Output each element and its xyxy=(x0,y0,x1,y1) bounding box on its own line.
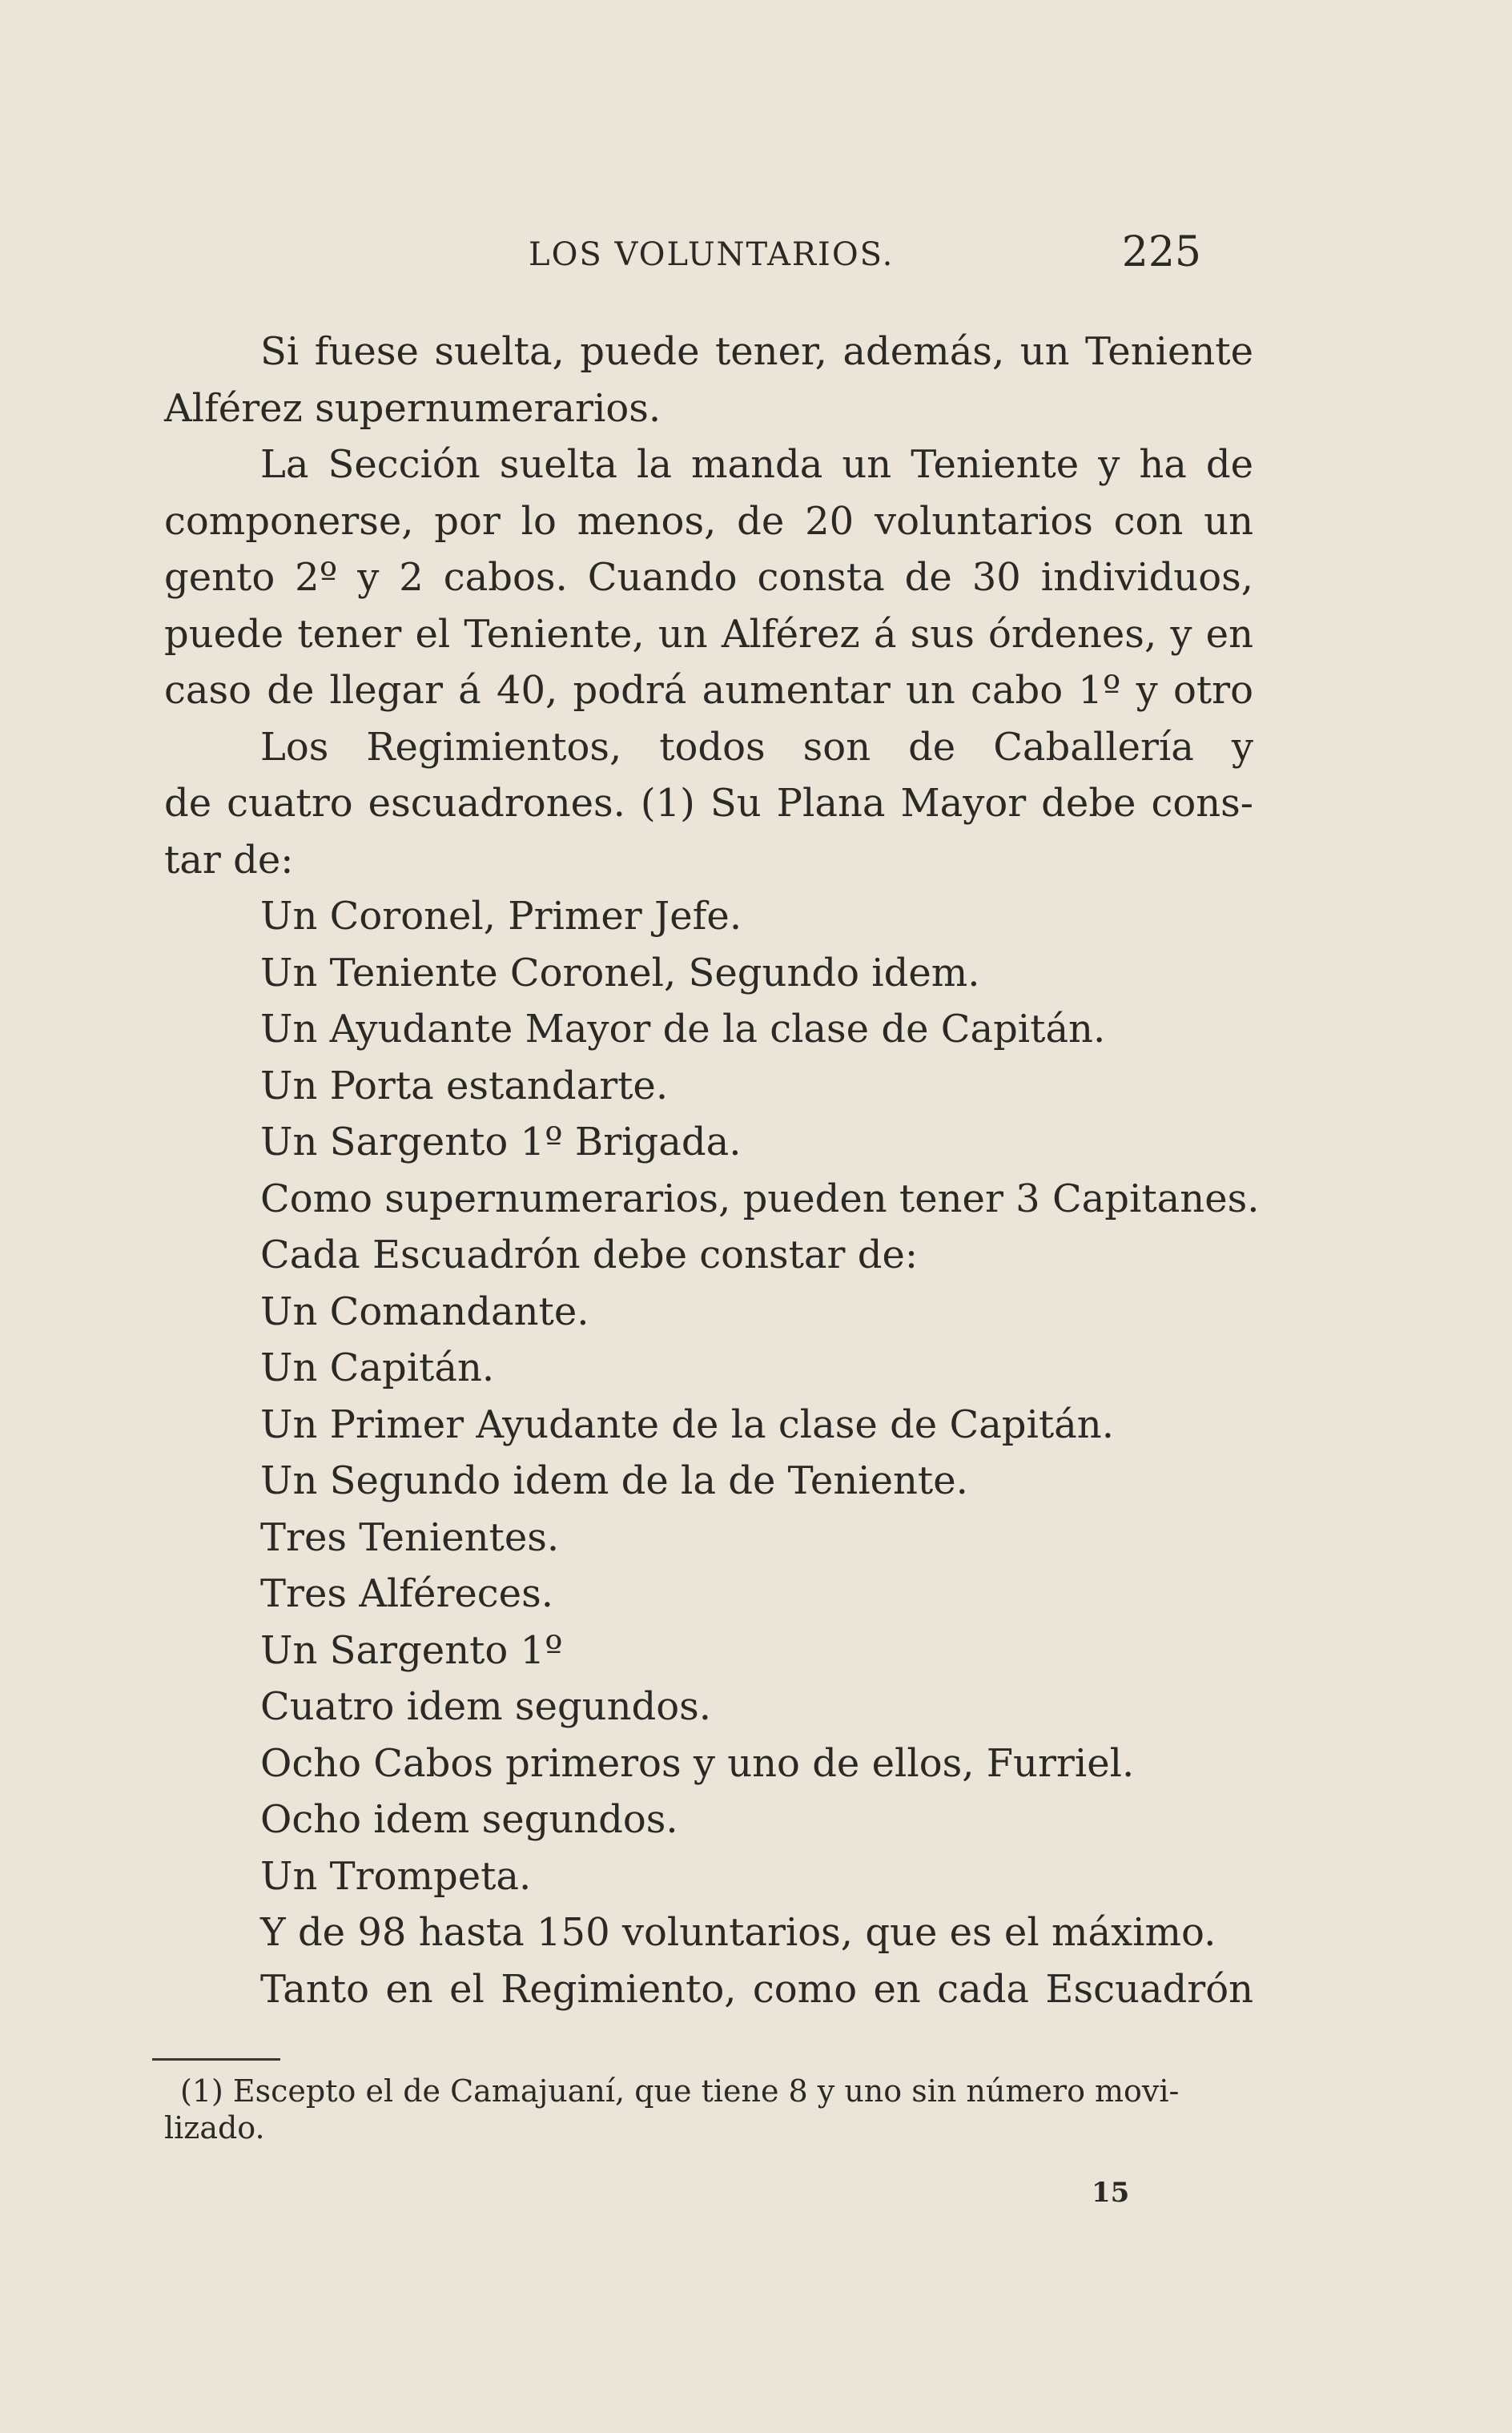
text-line: Como supernumerarios, pueden tener 3 Capitanes. xyxy=(260,1176,1260,1221)
text-line: Si fuese suelta, puede tener, además, un Teniente xyxy=(260,329,1253,374)
text-line: Un Porta estandarte. xyxy=(260,1063,669,1108)
printer-signature-mark: 15 xyxy=(1092,2177,1130,2209)
text-line: Un Ayudante Mayor de la clase de Capitán. xyxy=(260,1007,1106,1052)
text-line: Cuatro idem segundos. xyxy=(260,1684,712,1729)
text-line: Ocho Cabos primeros y uno de ellos, Furriel. xyxy=(260,1740,1135,1786)
page-number: 225 xyxy=(1121,228,1201,276)
footnote xyxy=(164,2073,1253,2146)
text-line: Un Sargento 1º xyxy=(260,1627,563,1673)
text-line: Tres Tenientes. xyxy=(260,1514,560,1560)
text-line: Un Teniente Coronel, Segundo idem. xyxy=(260,950,980,995)
text-line: caso de llegar á 40, podrá aumentar un cabo 1º y otro xyxy=(164,668,1253,713)
text-line: Un Trompeta. xyxy=(260,1853,532,1899)
running-title: LOS VOLUNTARIOS. xyxy=(529,236,895,273)
footnote-divider xyxy=(152,2058,280,2061)
text-line: Y de 98 hasta 150 voluntarios, que es el máximo. xyxy=(260,1910,1216,1955)
text-line: puede tener el Teniente, un Alférez á sus órdenes, y en xyxy=(164,611,1253,657)
text-line: Un Primer Ayudante de la clase de Capitán. xyxy=(260,1401,1114,1447)
text-line: tar de: xyxy=(164,837,294,883)
text-line: Ocho idem segundos. xyxy=(260,1797,678,1842)
text-line: Tres Alféreces. xyxy=(260,1571,553,1616)
text-line: La Sección suelta la manda un Teniente y ha de xyxy=(260,442,1253,487)
text-line: gento 2º y 2 cabos. Cuando consta de 30 individuos, xyxy=(164,555,1253,600)
text-line: Los Regimientos, todos son de Caballería y xyxy=(260,724,1253,770)
text-line: Tanto en el Regimiento, como en cada Escuadrón xyxy=(260,1966,1253,2012)
text-line: de cuatro escuadrones. (1) Su Plana Mayor debe cons- xyxy=(164,781,1253,826)
footnote-line: (1) Escepto el de Camajuaní, que tiene 8 y uno sin número movi- xyxy=(180,2073,1180,2109)
text-line: Un Comandante. xyxy=(260,1289,589,1334)
footnote-line: lizado. xyxy=(164,2110,265,2145)
text-line: Un Coronel, Primer Jefe. xyxy=(260,894,742,939)
body-text xyxy=(164,324,1260,2017)
page-header xyxy=(529,228,1201,276)
text-line: Un Sargento 1º Brigada. xyxy=(260,1120,742,1164)
text-line: Alférez supernumerarios. xyxy=(164,385,662,431)
text-line: Un Capitán. xyxy=(260,1345,495,1390)
text-line: Un Segundo idem de la de Teniente. xyxy=(260,1458,968,1503)
text-line: Cada Escuadrón debe constar de: xyxy=(260,1233,919,1277)
text-line: componerse, por lo menos, de 20 voluntarios con un xyxy=(164,498,1253,544)
